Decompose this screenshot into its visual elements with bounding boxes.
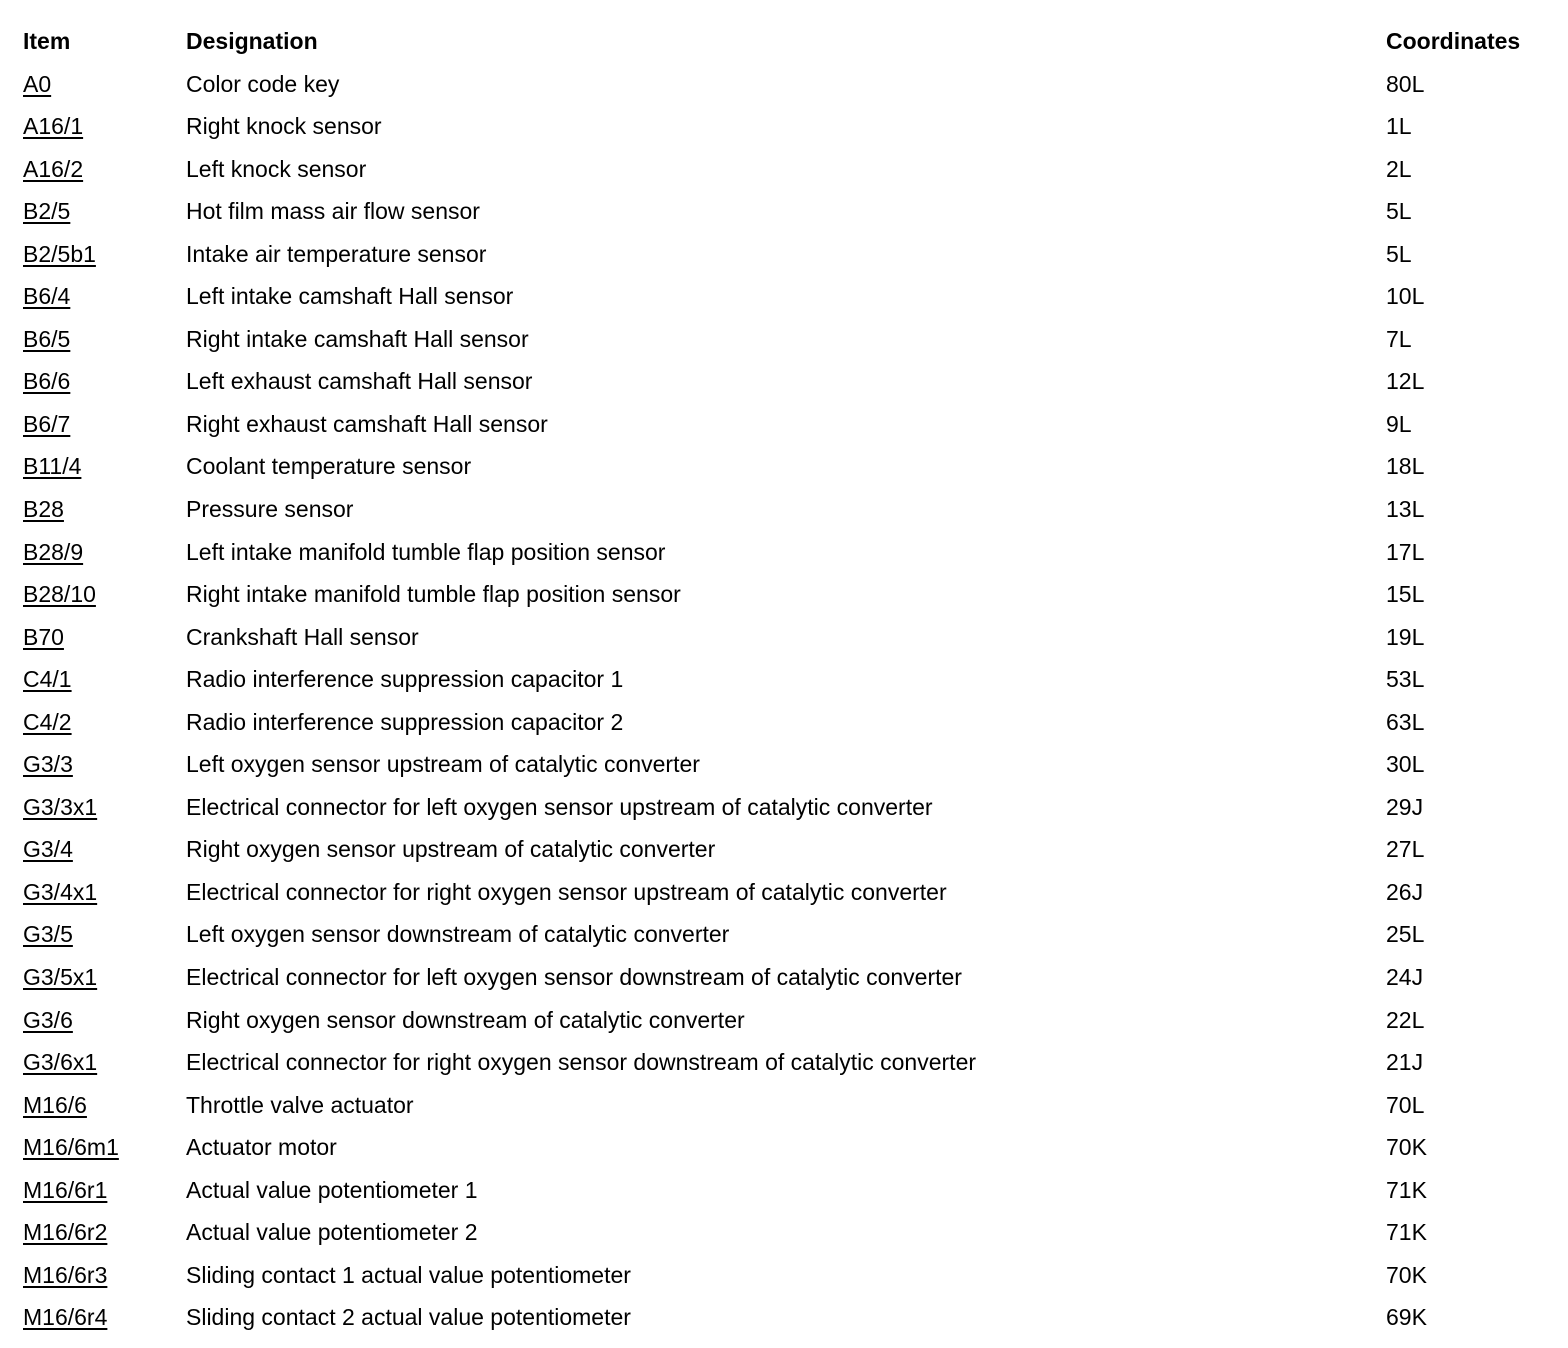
coordinates-cell: 9L — [1386, 410, 1412, 437]
coordinates-cell: 7L — [1386, 325, 1412, 352]
coordinates-cell: 70L — [1386, 1091, 1425, 1118]
designation-cell: Electrical connector for right oxygen sensor downstream of catalytic converter — [186, 1049, 977, 1076]
table-row — [23, 105, 1553, 148]
table-row — [23, 1126, 1553, 1169]
item-link[interactable]: G3/3x1 — [23, 793, 98, 820]
designation-cell: Right oxygen sensor downstream of catalytic converter — [186, 1006, 745, 1033]
item-link[interactable]: B6/6 — [23, 368, 71, 395]
table-row — [23, 1296, 1553, 1339]
coordinates-cell: 69K — [1386, 1304, 1427, 1331]
designation-cell: Left oxygen sensor downstream of catalytic converter — [186, 921, 730, 948]
designation-cell: Right intake manifold tumble flap position sensor — [186, 581, 681, 608]
coordinates-cell: 80L — [1386, 70, 1425, 97]
coordinates-cell: 70K — [1386, 1134, 1427, 1161]
designation-cell: Hot film mass air flow sensor — [186, 198, 480, 225]
table-row — [23, 658, 1553, 701]
coordinates-cell: 17L — [1386, 538, 1425, 565]
table-row — [23, 148, 1553, 191]
designation-cell: Sliding contact 2 actual value potentiometer — [186, 1304, 631, 1331]
table-row — [23, 1084, 1553, 1127]
item-link[interactable]: B28/10 — [23, 581, 96, 608]
coordinates-cell: 10L — [1386, 283, 1425, 310]
table-row — [23, 913, 1553, 956]
coordinates-cell: 5L — [1386, 198, 1412, 225]
table-row — [23, 1169, 1553, 1212]
table-row — [23, 701, 1553, 744]
coordinates-cell: 12L — [1386, 368, 1425, 395]
designation-cell: Throttle valve actuator — [186, 1091, 414, 1118]
table-row — [23, 488, 1553, 531]
designation-cell: Left oxygen sensor upstream of catalytic converter — [186, 751, 700, 778]
coordinates-cell: 63L — [1386, 708, 1425, 735]
coordinates-cell: 18L — [1386, 453, 1425, 480]
coordinates-cell: 29J — [1386, 793, 1424, 820]
table-row — [23, 1254, 1553, 1297]
item-link[interactable]: M16/6m1 — [23, 1134, 119, 1161]
designation-cell: Left exhaust camshaft Hall sensor — [186, 368, 533, 395]
item-link[interactable]: G3/5 — [23, 921, 73, 948]
item-link[interactable]: G3/4x1 — [23, 878, 98, 905]
item-link[interactable]: M16/6 — [23, 1091, 87, 1118]
table-row — [23, 275, 1553, 318]
designation-cell: Radio interference suppression capacitor 1 — [186, 666, 624, 693]
coordinates-cell: 26J — [1386, 878, 1424, 905]
table-row — [23, 743, 1553, 786]
table-row — [23, 999, 1553, 1042]
item-link[interactable]: B6/4 — [23, 283, 71, 310]
table-header-row — [23, 20, 1553, 63]
table-row — [23, 1211, 1553, 1254]
coordinates-cell: 24J — [1386, 964, 1424, 991]
table-row — [23, 63, 1553, 106]
designation-cell: Radio interference suppression capacitor 2 — [186, 708, 624, 735]
coordinates-cell: 71K — [1386, 1219, 1427, 1246]
table-row — [23, 1041, 1553, 1084]
coordinates-cell: 30L — [1386, 751, 1425, 778]
table-row — [23, 616, 1553, 659]
designation-cell: Electrical connector for right oxygen sensor upstream of catalytic converter — [186, 878, 947, 905]
coordinates-cell: 71K — [1386, 1176, 1427, 1203]
designation-cell: Sliding contact 1 actual value potentiometer — [186, 1261, 631, 1288]
item-link[interactable]: A16/1 — [23, 113, 84, 140]
table-row — [23, 573, 1553, 616]
coordinates-cell: 15L — [1386, 581, 1425, 608]
table-row — [23, 445, 1553, 488]
coordinates-cell: 13L — [1386, 496, 1425, 523]
item-link[interactable]: G3/6 — [23, 1006, 73, 1033]
designation-cell: Right oxygen sensor upstream of catalytic converter — [186, 836, 716, 863]
item-link[interactable]: G3/6x1 — [23, 1049, 98, 1076]
designation-cell: Left knock sensor — [186, 155, 367, 182]
header-coordinates: Coordinates — [1386, 28, 1521, 54]
item-link[interactable]: G3/4 — [23, 836, 73, 863]
coordinates-cell: 22L — [1386, 1006, 1425, 1033]
coordinates-cell: 25L — [1386, 921, 1425, 948]
item-link[interactable]: A16/2 — [23, 155, 84, 182]
table-row — [23, 360, 1553, 403]
coordinates-cell: 2L — [1386, 155, 1412, 182]
designation-cell: Left intake camshaft Hall sensor — [186, 283, 514, 310]
designation-cell: Right exhaust camshaft Hall sensor — [186, 410, 548, 437]
designation-cell: Right intake camshaft Hall sensor — [186, 325, 529, 352]
item-link[interactable]: B28/9 — [23, 538, 84, 565]
designation-cell: Color code key — [186, 70, 340, 97]
item-link[interactable]: M16/6r1 — [23, 1176, 108, 1203]
item-link[interactable]: C4/2 — [23, 708, 72, 735]
item-link[interactable]: M16/6r2 — [23, 1219, 108, 1246]
designation-cell: Electrical connector for left oxygen sensor upstream of catalytic converter — [186, 793, 933, 820]
item-link[interactable]: A0 — [23, 70, 52, 97]
item-link[interactable]: C4/1 — [23, 666, 72, 693]
table-row — [23, 786, 1553, 829]
table-row — [23, 871, 1553, 914]
table-row — [23, 233, 1553, 276]
table-row — [23, 956, 1553, 999]
coordinates-cell: 70K — [1386, 1261, 1427, 1288]
header-designation: Designation — [186, 28, 318, 54]
item-link[interactable]: B70 — [23, 623, 64, 650]
designation-cell: Actuator motor — [186, 1134, 337, 1161]
designation-cell: Right knock sensor — [186, 113, 382, 140]
item-link[interactable]: B28 — [23, 496, 64, 523]
designation-cell: Pressure sensor — [186, 496, 354, 523]
item-link[interactable]: G3/3 — [23, 751, 73, 778]
designation-cell: Electrical connector for left oxygen sensor downstream of catalytic converter — [186, 964, 962, 991]
designation-cell: Crankshaft Hall sensor — [186, 623, 419, 650]
designation-cell: Actual value potentiometer 1 — [186, 1176, 478, 1203]
table-row — [23, 531, 1553, 574]
coordinates-cell: 27L — [1386, 836, 1425, 863]
designation-cell: Left intake manifold tumble flap position sensor — [186, 538, 666, 565]
header-item: Item — [23, 28, 71, 54]
table-row — [23, 190, 1553, 233]
item-link[interactable]: B6/7 — [23, 410, 71, 437]
item-link[interactable]: M16/6r3 — [23, 1261, 108, 1288]
table-row — [23, 318, 1553, 361]
item-link[interactable]: B6/5 — [23, 325, 71, 352]
item-link[interactable]: B2/5 — [23, 198, 71, 225]
item-link[interactable]: B11/4 — [23, 453, 82, 480]
coordinates-cell: 21J — [1386, 1049, 1424, 1076]
item-link[interactable]: G3/5x1 — [23, 964, 98, 991]
table-row — [23, 403, 1553, 446]
table-body — [23, 63, 1553, 1339]
item-link[interactable]: B2/5b1 — [23, 240, 96, 267]
coordinates-cell: 1L — [1386, 113, 1412, 140]
coordinates-cell: 5L — [1386, 240, 1412, 267]
designation-cell: Coolant temperature sensor — [186, 453, 472, 480]
designation-cell: Actual value potentiometer 2 — [186, 1219, 478, 1246]
coordinates-cell: 53L — [1386, 666, 1425, 693]
designation-cell: Intake air temperature sensor — [186, 240, 487, 267]
coordinates-cell: 19L — [1386, 623, 1425, 650]
component-legend-table — [23, 20, 1553, 1339]
table-row — [23, 828, 1553, 871]
item-link[interactable]: M16/6r4 — [23, 1304, 108, 1331]
